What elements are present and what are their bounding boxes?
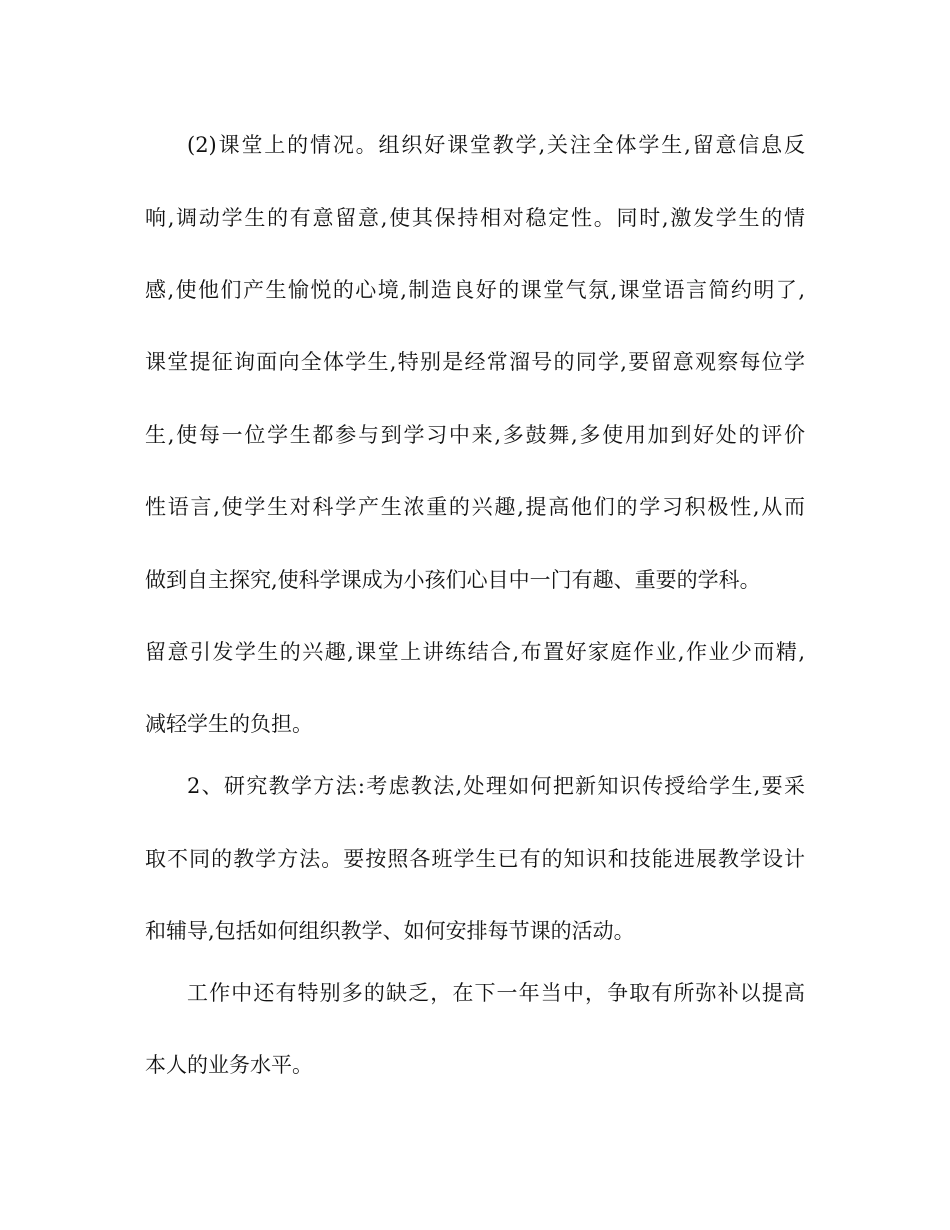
paragraph-line: 减轻学生的负担。 [145,712,313,736]
paragraph-line: 本人的业务水平。 [145,1053,313,1077]
paragraph-line: 生,使每一位学生都参与到学习中来,多鼓舞,多使用加到好处的评价 [145,423,805,447]
paragraph-line: 工作中还有特别多的缺乏，在下一年当中，争取有所弥补以提高 [187,981,805,1005]
paragraph-line: 和辅导,包括如何组织教学、如何安排每节课的活动。 [145,919,635,943]
paragraph-line: 做到自主探究,使科学课成为小孩们心目中一门有趣、重要的学科。 [145,568,761,592]
paragraph-line: 课堂提征询面向全体学生,特别是经常溜号的同学,要留意观察每位学 [145,350,805,374]
paragraph-line: 性语言,使学生对科学产生浓重的兴趣,提高他们的学习积极性,从而 [145,495,805,519]
paragraph-line: 响,调动学生的有意留意,使其保持相对稳定性。同时,激发学生的情 [145,206,805,230]
paragraph-line: 留意引发学生的兴趣,课堂上讲练结合,布置好家庭作业,作业少而精, [145,640,805,664]
paragraph-line: 感,使他们产生愉悦的心境,制造良好的课堂气氛,课堂语言简约明了, [145,278,805,302]
paragraph-line: (2)课堂上的情况。组织好课堂教学,关注全体学生,留意信息反 [187,133,805,157]
paragraph-line: 取不同的教学方法。要按照各班学生已有的知识和技能进展教学设计 [145,847,805,871]
paragraph-line: 2、研究教学方法:考虑教法,处理如何把新知识传授给学生,要采 [187,774,805,798]
